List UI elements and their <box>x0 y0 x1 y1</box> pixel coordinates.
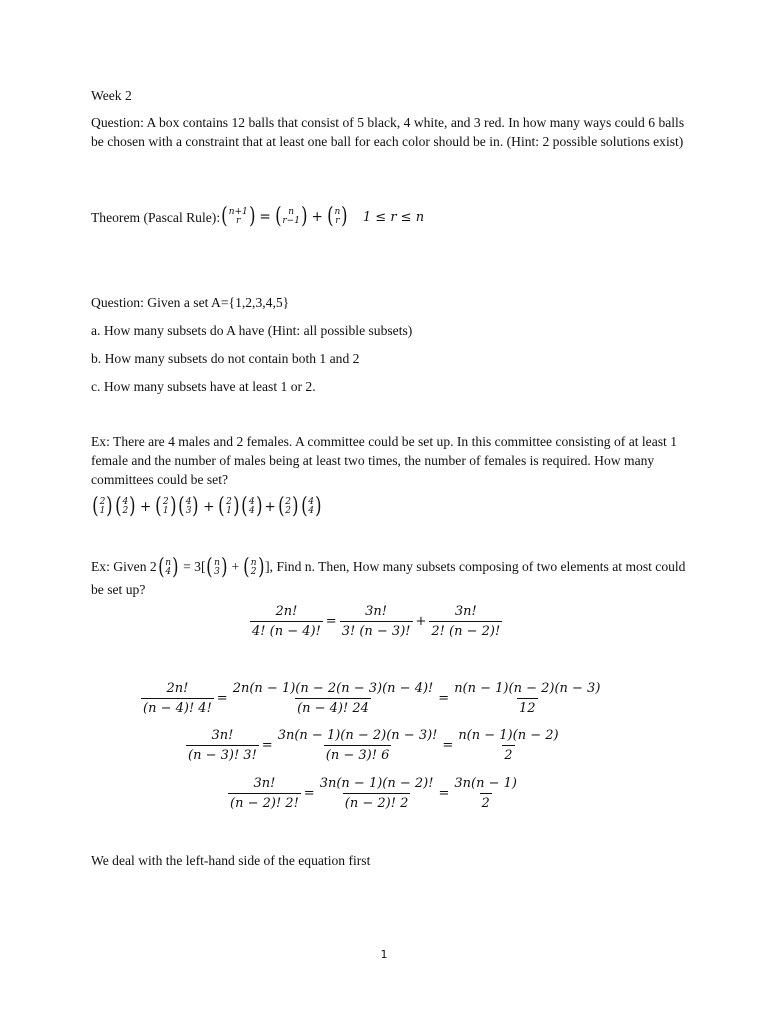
binom-term-2: ( n r ) <box>326 204 348 229</box>
question-2a: a. How many subsets do A have (Hint: all possible subsets) <box>91 323 413 338</box>
page-number: 1 <box>380 948 388 961</box>
eq1-frac-3: $\frac{3n!}{2! (n - 2)!}$ <box>431 604 501 639</box>
binom-term-1: ( n r−1 ) <box>274 204 308 229</box>
theorem-label: Theorem (Pascal Rule): <box>91 209 221 225</box>
example-1: Ex: There are 4 males and 2 females. A committee could be set up. In this committee consisting of at least 1 female and the number of males being at least two times, the number of females is required. How many committees could be set? <box>91 434 678 487</box>
eq1-frac-2: $\frac{3n!}{3! (n - 3)!}$ <box>341 604 411 639</box>
eq4-frac-2: $\frac{3n(n - 1)(n - 2)!}{(n - 2)! 2}$ <box>319 776 434 811</box>
question-2c: c. How many subsets have at least 1 or 2. <box>91 379 316 394</box>
committee-sum: ( 2 1 ) ( 4 2 ) + ( 2 1 ) ( 4 3 ) + ( 2 1 ) ( 4 4 ) + ( 2 2 ) ( 4 4 ) <box>92 494 322 519</box>
question-2: Question: Given a set A={1,2,3,4,5} <box>91 295 290 310</box>
equation-1: $\frac{2n!}{4! (n - 4)!}$ = $\frac{3n!}{3! (n - 3)!}$ + $\frac{3n!}{2! (n - 2)!}$ <box>252 604 501 639</box>
binom-n3: ( n 3 ) <box>206 554 228 580</box>
eq2-frac-2: $\frac{2n(n - 1)(n - 2(n - 3)(n - 4)!}{(n - 4)! 24}$ <box>232 681 434 716</box>
binom-5: ( 2 1 ) <box>218 494 240 519</box>
binom-4: ( 4 3 ) <box>178 494 200 519</box>
binom-3: ( 2 1 ) <box>155 494 177 519</box>
eq2-frac-1: $\frac{2n!}{(n - 4)! 4!}$ <box>143 681 212 716</box>
binom-n4: ( n 4 ) <box>157 554 179 580</box>
binom-6: ( 4 4 ) <box>241 494 263 519</box>
binom-2: ( 4 2 ) <box>114 494 136 519</box>
eq1-frac-1: $\frac{2n!}{4! (n - 4)!}$ <box>252 604 321 639</box>
equation-4: $\frac{3n!}{(n - 2)! 2!}$ = $\frac{3n(n - 1)(n - 2)!}{(n - 2)! 2}$ = $\frac{3n(n - 1)}{2}$ <box>230 776 517 811</box>
example-2: Ex: Given 2 ( n 4 ) = 3[ ( n 3 ) + ( n 2 ) ], Find n. Then, How many subsets composing of two elements at most could be set up? <box>91 554 686 597</box>
question-2b: b. How many subsets do not contain both 1 and 2 <box>91 351 360 366</box>
eq2-frac-3: $\frac{n(n - 1)(n - 2)(n - 3)}{12}$ <box>454 681 601 716</box>
pascal-theorem: Theorem (Pascal Rule): ( n+1 r ) = ( n r−1 ) + ( n r ) 1 ≤ r ≤ n <box>91 204 425 229</box>
eq4-frac-3: $\frac{3n(n - 1)}{2}$ <box>454 776 517 811</box>
binom-7: ( 2 2 ) <box>277 494 299 519</box>
equation-3: $\frac{3n!}{(n - 3)! 3!}$ = $\frac{3n(n - 1)(n - 2)(n - 3)!}{(n - 3)! 6}$ = $\frac{n(n - 1)(n - 2)}{2}$ <box>188 728 559 763</box>
question-1: Question: A box contains 12 balls that consist of 5 black, 4 white, and 3 red. In how many ways could 6 balls be chosen with a constraint that at least one ball for each color should be in. (Hint: 2 possible solutions exist) <box>91 115 685 149</box>
week-heading: Week 2 <box>91 88 132 103</box>
binom-8: ( 4 4 ) <box>300 494 322 519</box>
theorem-condition: 1 ≤ r ≤ n <box>362 209 425 225</box>
eq4-frac-1: $\frac{3n!}{(n - 2)! 2!}$ <box>230 776 299 811</box>
closing-sentence: We deal with the left-hand side of the equation first <box>91 853 371 868</box>
binom-n2: ( n 2 ) <box>243 554 265 580</box>
binom-1: ( 2 1 ) <box>92 494 113 519</box>
eq3-frac-1: $\frac{3n!}{(n - 3)! 3!}$ <box>188 728 257 763</box>
eq3-frac-2: $\frac{3n(n - 1)(n - 2)(n - 3)!}{(n - 3)! 6}$ <box>277 728 438 763</box>
binom-lhs: ( n+1 r ) <box>221 204 256 229</box>
eq3-frac-3: $\frac{n(n - 1)(n - 2)}{2}$ <box>458 728 559 763</box>
equation-2: $\frac{2n!}{(n - 4)! 4!}$ = $\frac{2n(n - 1)(n - 2(n - 3)(n - 4)!}{(n - 4)! 24}$ = $\frac{n(n - 1)(n - 2)(n - 3)}{12}$ <box>143 681 601 716</box>
